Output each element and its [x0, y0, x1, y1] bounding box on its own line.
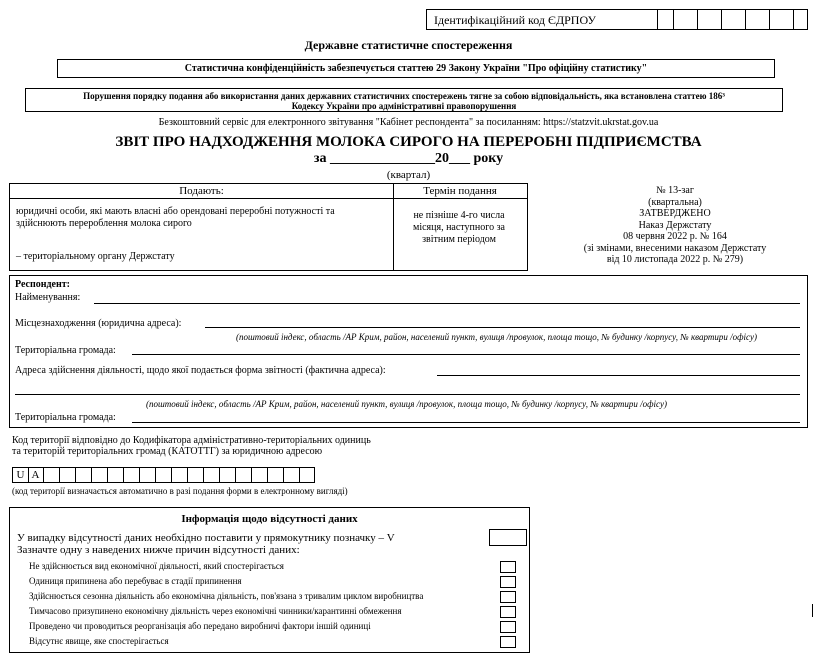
community-input-line[interactable] [132, 354, 800, 355]
reason-5-checkbox[interactable] [500, 621, 516, 633]
legal-address-hint: (поштовий індекс, область /АР Крим, район, населений пункт, вулиця /провулок, площа тощо, № будинку /корпусу, № квартири /офісу) [236, 332, 757, 342]
katottg-cell[interactable] [139, 468, 140, 482]
form-approved: ЗАТВЕРДЖЕНО [639, 208, 711, 219]
katottg-cell[interactable] [299, 468, 300, 482]
report-period-hint: (квартал) [386, 169, 431, 181]
edrpou-cell[interactable] [721, 10, 722, 29]
edrpou-label: Ідентифікаційний код ЄДРПОУ [434, 13, 596, 27]
katottg-cell[interactable] [219, 468, 220, 482]
katottg-cell[interactable] [59, 468, 60, 482]
katottg-cell[interactable] [107, 468, 108, 482]
katottg-cell[interactable] [187, 468, 188, 482]
edrpou-cell[interactable] [769, 10, 770, 29]
legal-address-input-line[interactable] [205, 327, 800, 328]
confidentiality-text: Статистична конфіденційність забезпечується статтею 29 Закону України "Про офіційну статистику" [184, 63, 648, 74]
observation-title: Державне статистичне спостереження [304, 38, 513, 52]
name-label: Найменування: [15, 292, 81, 303]
respondent-box [9, 275, 808, 428]
katottg-cell[interactable] [123, 468, 124, 482]
violation-line2: Кодексу України про адміністративні правопорушення [291, 101, 517, 111]
absence-instruction-text: У випадку відсутності даних необхідно поставити у прямокутнику позначку – V [17, 532, 395, 544]
reason-6-checkbox[interactable] [500, 636, 516, 648]
edrpou-cell[interactable] [745, 10, 746, 29]
katottg-cell[interactable] [91, 468, 92, 482]
submitters-text: юридичні особи, які мають власні або орендовані переробні потужності та здійснюють перероблення молока сирого [16, 206, 335, 229]
reason-1-checkbox[interactable] [500, 561, 516, 573]
edrpou-cell[interactable] [673, 10, 674, 29]
edrpou-cells[interactable] [657, 10, 807, 29]
community-label-2: Територіальна громада: [15, 412, 116, 423]
actual-address-input-line[interactable] [437, 375, 800, 376]
actual-address-input-line-2[interactable] [15, 394, 800, 395]
reason-6-text: Відсутнє явище, яке спостерігається [29, 636, 169, 646]
absence-title: Інформація щодо відсутності даних [181, 513, 358, 525]
form-amendments-date: від 10 листопада 2022 р. № 279) [606, 254, 744, 265]
submitters-header: Подають: [179, 185, 224, 197]
katottg-label [12, 435, 371, 457]
actual-address-hint: (поштовий індекс, область /АР Крим, район, населений пункт, вулиця /провулок, площа тощо, № будинку /корпусу, № квартири /офісу) [146, 399, 667, 409]
edrpou-cell[interactable] [793, 10, 794, 29]
form-frequency: (квартальна) [648, 196, 702, 208]
reason-2-text: Одиниця припинена або перебуває в стадії припинення [29, 576, 242, 586]
respondent-heading: Респондент: [15, 279, 70, 290]
katottg-cell[interactable] [43, 468, 44, 482]
submit-table [9, 183, 528, 271]
edge-mark [812, 604, 813, 617]
deadline-text: не пізніше 4-го числа місяця, наступного за звітним періодом [412, 210, 505, 245]
katottg-prefix-u: U [16, 469, 25, 481]
form-order: Наказ Держстату [638, 219, 712, 231]
reason-2-checkbox[interactable] [500, 576, 516, 588]
report-title: ЗВІТ ПРО НАДХОДЖЕННЯ МОЛОКА СИРОГО НА ПЕРЕРОБНІ ПІДПРИЄМСТВА [115, 134, 702, 150]
community-label: Територіальна громада: [15, 345, 116, 356]
katottg-cell[interactable] [171, 468, 172, 482]
reason-5-text: Проведено чи проводиться реорганізація або передано виробничі фактори іншій одиниці [29, 621, 371, 631]
edrpou-cell[interactable] [657, 10, 658, 29]
deadline-header: Термін подання [423, 185, 497, 197]
absence-instruction [17, 532, 395, 544]
form-info [560, 185, 790, 266]
katottg-note: (код території визначається автоматично в разі подання форми в електронному вигляді) [12, 486, 348, 496]
absence-mark-box[interactable] [489, 529, 527, 546]
form-number: № 13-заг [656, 185, 694, 196]
form-amendments: (зі змінами, внесеними наказом Держстату [583, 242, 767, 254]
katottg-cell[interactable] [75, 468, 76, 482]
violation-line1: Порушення порядку подання або використання даних державних статистичних спостережень тягне за собою відповідальність, яка встановлена статтею 186³ [83, 91, 725, 101]
katottg-code-cells[interactable] [12, 467, 315, 483]
katottg-prefix-a: A [31, 469, 40, 481]
katottg-cell[interactable] [251, 468, 252, 482]
header-divider [10, 198, 527, 199]
katottg-line1: Код території відповідно до Кодифікатора адміністративно-територіальних одиниць [12, 435, 371, 446]
reason-1-text: Не здійснюється вид економічної діяльності, який спостерігається [29, 561, 284, 571]
edrpou-box [426, 9, 808, 30]
katottg-cell[interactable] [235, 468, 236, 482]
reason-3-checkbox[interactable] [500, 591, 516, 603]
service-link-text[interactable]: Безкоштовний сервіс для електронного звітування "Кабінет респондента" за посиланням: https://statzvit.ukrstat.gov.ua [158, 117, 659, 128]
reason-3-text: Здійснюється сезонна діяльність або економічна діяльність, пов'язана з тривалим циклом виробництва [29, 591, 424, 601]
absence-subtitle: Зазначте одну з наведених нижче причин відсутності даних: [17, 544, 300, 556]
confidentiality-box [57, 59, 775, 78]
name-input-line[interactable] [94, 303, 800, 304]
katottg-line2: та територій територіальних громад (КАТОТТГ) за юридичною адресою [12, 446, 323, 457]
actual-address-label: Адреса здійснення діяльності, щодо якої подається форма звітності (фактична адреса): [15, 365, 386, 376]
katottg-cell[interactable] [155, 468, 156, 482]
community-input-line-2[interactable] [132, 422, 800, 423]
katottg-cell[interactable] [203, 468, 204, 482]
report-period-line: за _______________20___ року [313, 151, 504, 166]
katottg-cell[interactable] [267, 468, 268, 482]
legal-address-label: Місцезнаходження (юридична адреса): [15, 318, 182, 329]
recipient-text: – територіальному органу Держстату [16, 251, 175, 262]
violation-box [25, 88, 783, 112]
reason-4-checkbox[interactable] [500, 606, 516, 618]
column-divider [393, 184, 394, 270]
reason-4-text: Тимчасово призупинено економічну діяльність через економічні чинники/карантинні обмеження [29, 606, 402, 616]
form-date: 08 червня 2022 р. № 164 [623, 231, 727, 242]
absence-box [9, 507, 530, 653]
edrpou-cell[interactable] [697, 10, 698, 29]
katottg-cell[interactable] [283, 468, 284, 482]
